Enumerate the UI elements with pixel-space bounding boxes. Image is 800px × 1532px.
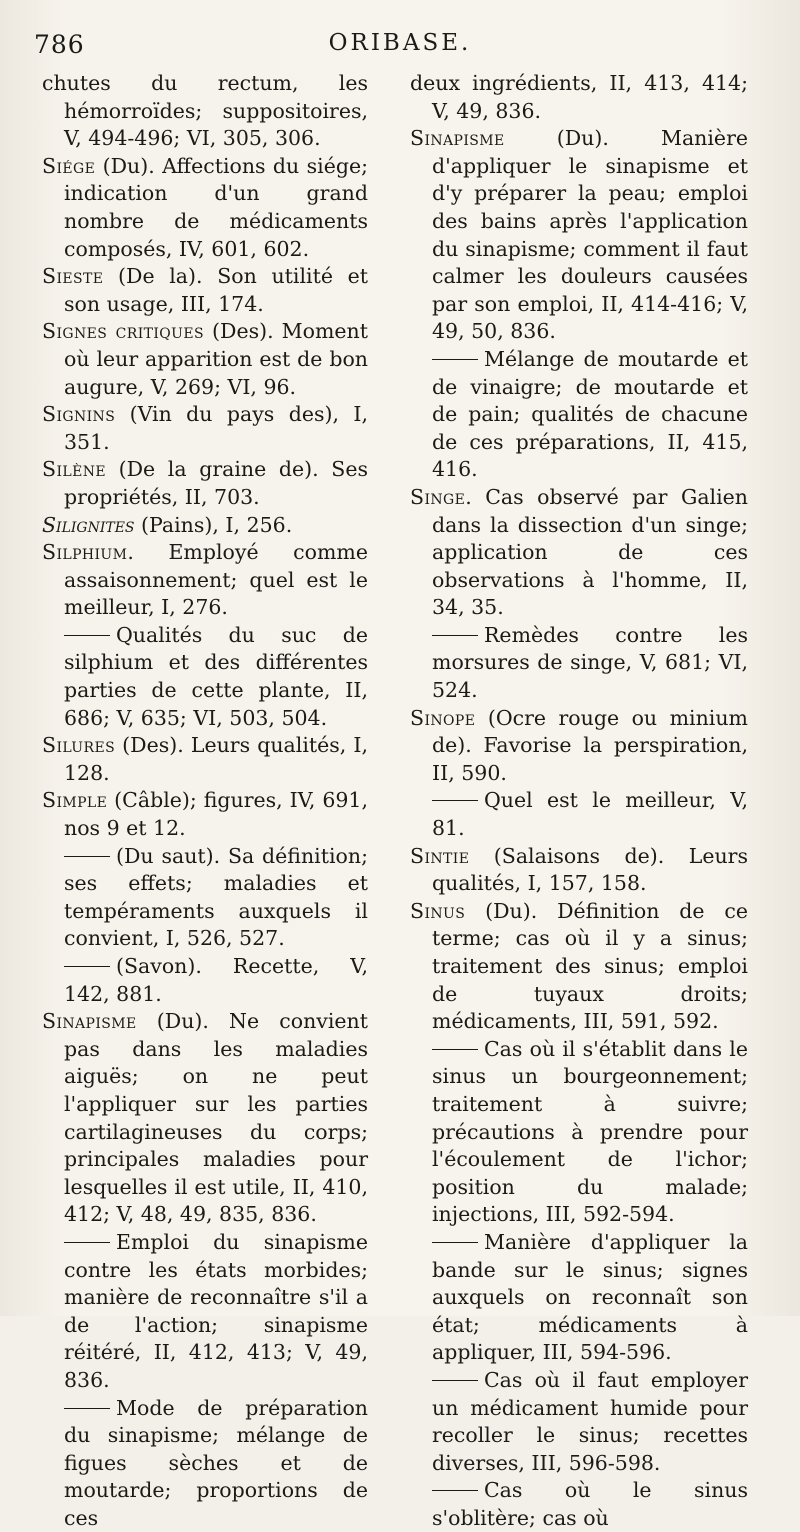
index-entry: [410, 705, 748, 788]
index-entry: [42, 539, 368, 622]
index-entry: [410, 125, 748, 346]
index-subentry: [410, 346, 748, 484]
index-entry: [42, 732, 368, 787]
index-entry: [410, 484, 748, 622]
entry-text: . Employé comme assaisonnement; quel est le meilleur, I, 276.: [64, 540, 368, 619]
index-entry: [42, 512, 368, 540]
repeat-dash: [64, 1408, 110, 1409]
entry-headword: Siége: [42, 154, 95, 178]
entry-text: (Pains), I, 256.: [135, 513, 293, 537]
repeat-dash: [64, 856, 110, 857]
entry-text: Cas où il faut employer un médicament humide pour recoller le sinus; recettes diverses, III, 596-598.: [432, 1368, 748, 1475]
index-subentry: [42, 843, 368, 953]
entry-headword: Signes critiques: [42, 319, 204, 343]
entry-text: Manière d'appliquer la bande sur le sinus; signes auxquels on reconnaît son état; médicaments à appliquer, III, 594-596.: [432, 1230, 748, 1364]
repeat-dash: [432, 359, 478, 360]
entry-text: (Savon). Recette, V, 142, 881.: [64, 954, 368, 1006]
page-number: 786: [34, 30, 85, 59]
entry-text: (De la graine de). Ses propriétés, II, 703.: [64, 457, 368, 509]
entry-headword: Silphium: [42, 540, 127, 564]
index-entry: [42, 401, 368, 456]
entry-text: Emploi du sinapisme contre les états morbides; manière de reconnaître s'il a de l'action; sinapisme réitéré, II, 412, 413; V, 49, 836.: [64, 1230, 368, 1392]
index-subentry: [410, 1229, 748, 1367]
entry-text: Cas où le sinus s'oblitère; cas où: [432, 1478, 748, 1530]
index-subentry: [42, 953, 368, 1008]
page-header: [34, 30, 766, 70]
repeat-dash: [64, 635, 110, 636]
entry-text: (Vin du pays des), I, 351.: [64, 402, 368, 454]
entry-text: (Du). Définition de ce terme; cas où il y a sinus; traitement des sinus; emploi de tuyaux droits; médicaments, III, 591, 592.: [432, 899, 748, 1033]
repeat-dash: [64, 966, 110, 967]
entry-headword: Sintie: [410, 844, 469, 868]
repeat-dash: [432, 800, 478, 801]
repeat-dash: [432, 635, 478, 636]
entry-text: deux ingrédients, II, 413, 414; V, 49, 836.: [410, 71, 748, 123]
entry-headword: Sieste: [42, 264, 103, 288]
repeat-dash: [432, 1490, 478, 1491]
repeat-dash: [432, 1049, 478, 1050]
entry-headword: Sinapisme: [410, 126, 505, 150]
repeat-dash: [64, 1242, 110, 1243]
entry-text: (Câble); figures, IV, 691, nos 9 et 12.: [64, 788, 368, 840]
entry-headword: Silures: [42, 733, 115, 757]
entry-text: (Du). Affections du siége; indication d'un grand nombre de médicaments composés, IV, 601, 602.: [64, 154, 368, 261]
entry-headword: Silène: [42, 457, 106, 481]
entry-text: Quel est le meilleur, V, 81.: [432, 788, 748, 840]
entry-headword: Sinus: [410, 899, 465, 923]
index-entry: [42, 787, 368, 842]
index-entry: [42, 1008, 368, 1229]
index-entry: [410, 898, 748, 1036]
repeat-dash: [432, 1242, 478, 1243]
index-subentry: [410, 1036, 748, 1229]
entry-text: Cas où il s'établit dans le sinus un bourgeonnement; traitement à suivre; précautions à prendre pour l'écoulement de l'ichor; position du malade; injections, III, 592-594.: [432, 1037, 748, 1227]
entry-headword: Sinapisme: [42, 1009, 137, 1033]
right-column: [410, 70, 748, 1532]
entry-headword: Simple: [42, 788, 107, 812]
running-title: ORIBASE.: [34, 30, 766, 56]
entry-headword: Signins: [42, 402, 115, 426]
index-subentry: [410, 1477, 748, 1532]
entry-text: (Des). Moment où leur apparition est de bon augure, V, 269; VI, 96.: [64, 319, 368, 398]
entry-text: (Salaisons de). Leurs qualités, I, 157, 158.: [432, 844, 748, 896]
entry-text: Mode de préparation du sinapisme; mélange de figues sèches et de moutarde; proportions de ces: [64, 1396, 368, 1530]
index-entry: [42, 318, 368, 401]
index-entry: [42, 153, 368, 263]
entry-text: (Du). Ne convient pas dans les maladies aiguës; on ne peut l'appliquer sur les parties cartilagineuses du corps; principales maladies pour lesquelles il est utile, II, 410, 412; V, 48, 49, 835, 836.: [64, 1009, 368, 1226]
index-subentry: [42, 622, 368, 732]
entry-text: (Du saut). Sa définition; ses effets; maladies et tempéraments auxquels il convient, I, 526, 527.: [64, 844, 368, 951]
entry-text: Qualités du suc de silphium et des différentes parties de cette plante, II, 686; V, 635; VI, 503, 504.: [64, 623, 368, 730]
entry-text: (Du). Manière d'appliquer le sinapisme et d'y préparer la peau; emploi des bains après l'application du sinapisme; comment il faut calmer les douleurs causées par son emploi, II, 414-416; V, 49, 50, 836.: [432, 126, 748, 343]
index-entry: [42, 456, 368, 511]
entry-text: . Cas observé par Galien dans la dissection d'un singe; application de ces observations à l'homme, II, 34, 35.: [432, 485, 748, 619]
index-subentry: [42, 1229, 368, 1395]
entry-text: (Des). Leurs qualités, I, 128.: [64, 733, 368, 785]
index-entry-continuation: [410, 70, 748, 125]
index-entry: [42, 263, 368, 318]
entry-text: (Ocre rouge ou minium de). Favorise la perspiration, II, 590.: [432, 706, 748, 785]
entry-headword: Sinope: [410, 706, 475, 730]
index-subentry: [410, 622, 748, 705]
index-subentry: [410, 787, 748, 842]
index-subentry: [410, 1367, 748, 1477]
repeat-dash: [432, 1380, 478, 1381]
entry-text: Mélange de moutarde et de vinaigre; de moutarde et de pain; qualités de chacune de ces préparations, II, 415, 416.: [432, 347, 748, 481]
entry-headword: Silignites: [42, 513, 135, 537]
entry-text: chutes du rectum, les hémorroïdes; suppositoires, V, 494-496; VI, 305, 306.: [42, 71, 368, 150]
index-entry: [410, 843, 748, 898]
left-column: [42, 70, 368, 1532]
entry-text: Remèdes contre les morsures de singe, V, 681; VI, 524.: [432, 623, 748, 702]
entry-text: (De la). Son utilité et son usage, III, 174.: [64, 264, 368, 316]
index-entry-continuation: [42, 70, 368, 153]
entry-headword: Singe: [410, 485, 465, 509]
index-subentry: [42, 1395, 368, 1532]
